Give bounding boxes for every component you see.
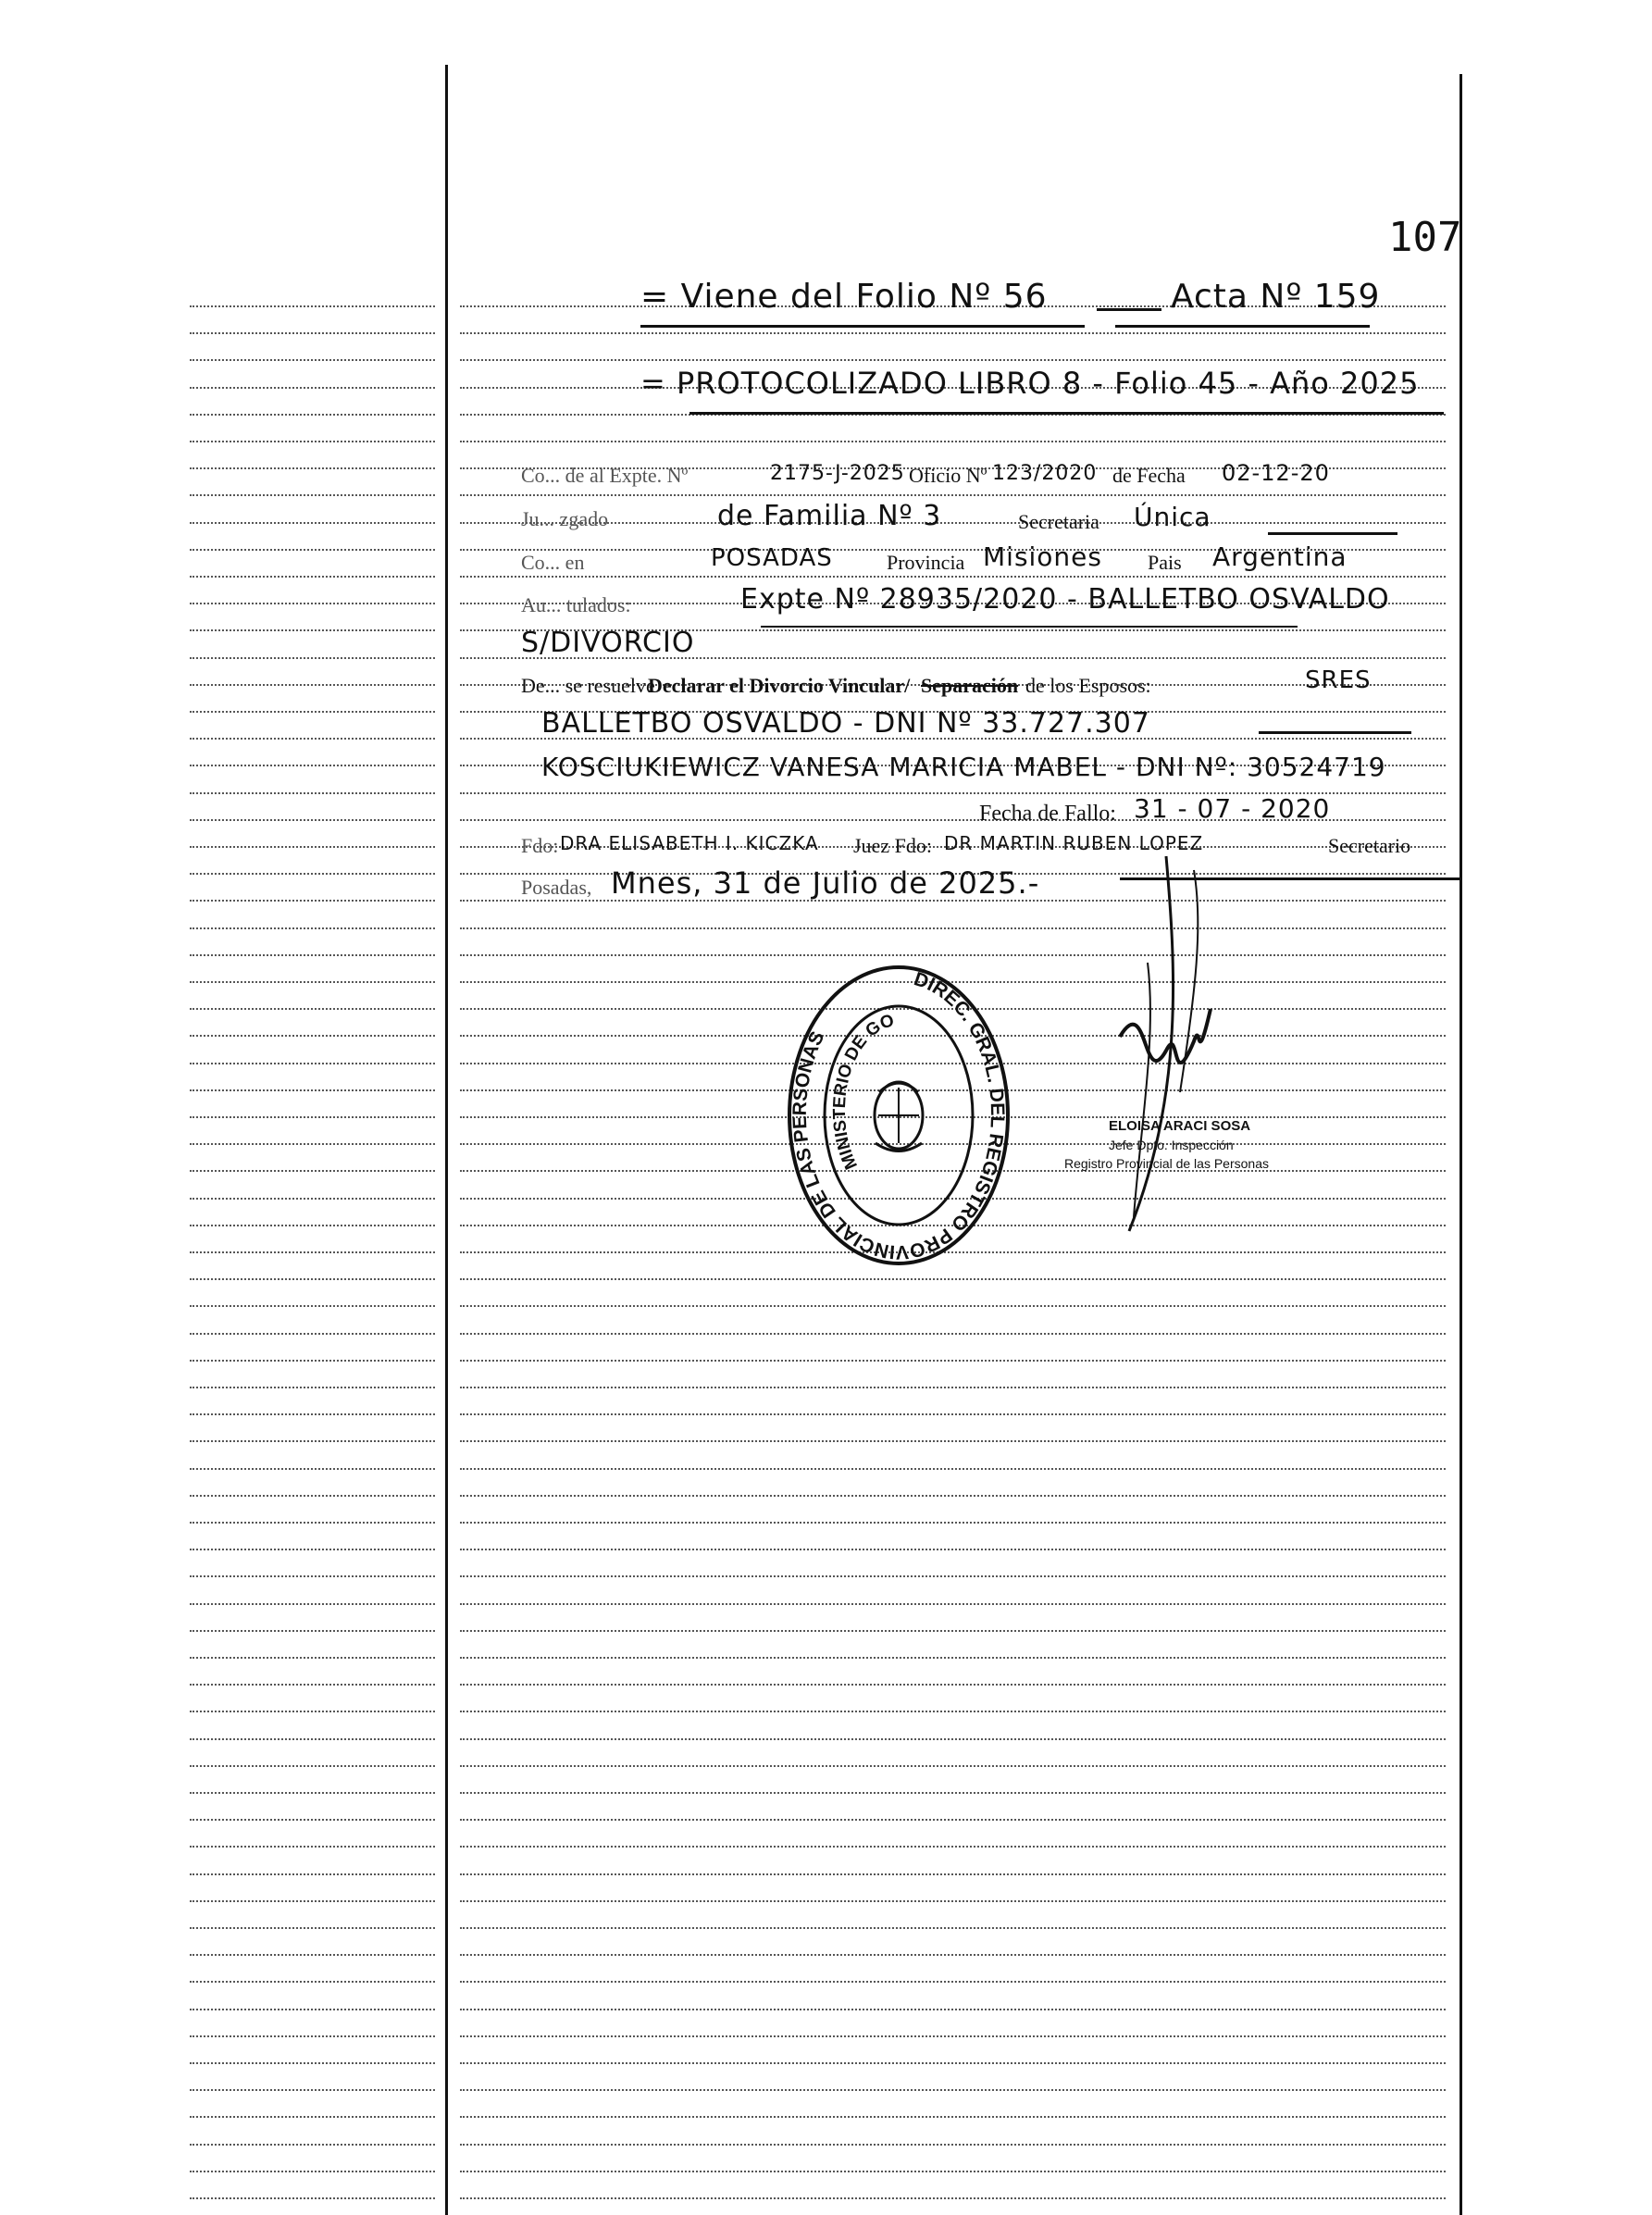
ruled-line <box>190 305 435 307</box>
ruled-line <box>190 1035 435 1037</box>
ruled-line <box>190 846 435 848</box>
ruled-line <box>190 927 435 929</box>
ruled-line <box>190 1387 435 1388</box>
ruled-line <box>190 1792 435 1794</box>
record-autos-value: Expte Nº 28935/2020 - BALLETBO OSVALDO <box>740 583 1390 616</box>
ruled-line <box>460 441 1446 442</box>
ruled-line <box>190 1305 435 1307</box>
record-autos-label: Au... tulados: <box>521 593 631 616</box>
right-margin-line <box>1459 74 1462 2215</box>
ruled-line <box>190 873 435 875</box>
ruled-line <box>190 684 435 686</box>
record-caratula-underline <box>761 626 1298 628</box>
ruled-line <box>460 1954 1446 1956</box>
ruled-line <box>190 332 435 334</box>
record-secretaria-value: Única <box>1134 502 1211 532</box>
ruled-line <box>460 2197 1446 2199</box>
ruled-line <box>190 738 435 740</box>
ruled-line <box>190 1333 435 1335</box>
ruled-line <box>190 2009 435 2010</box>
ruled-line <box>190 1468 435 1470</box>
ruled-line <box>190 1440 435 1442</box>
record-esposo-1: BALLETBO OSVALDO - DNI Nº 33.727.307 <box>541 707 1150 740</box>
ruled-line <box>460 1630 1446 1632</box>
header-underline-2 <box>1115 325 1370 328</box>
record-oficio-label: Oficio Nº <box>909 464 987 487</box>
ruled-line <box>190 1522 435 1524</box>
record-secretaria-label: Secretaria <box>1018 510 1099 533</box>
ruled-line <box>190 603 435 604</box>
left-margin-line <box>445 65 448 2215</box>
ruled-line <box>190 1846 435 1848</box>
ruled-line <box>190 1575 435 1577</box>
ruled-line <box>460 1927 1446 1929</box>
ruled-line <box>460 1360 1446 1362</box>
ruled-line <box>190 2062 435 2064</box>
ruled-line <box>460 1603 1446 1605</box>
ruled-line <box>460 2171 1446 2172</box>
record-secretario-name: DR MARTIN RUBEN LOPEZ <box>944 832 1204 854</box>
ruled-line <box>460 494 1446 496</box>
coat-of-arms-icon <box>875 1082 923 1151</box>
ruled-line <box>190 1603 435 1605</box>
ruled-line <box>460 1440 1446 1442</box>
ruled-line <box>460 1738 1446 1740</box>
record-expte-label: Co... de al Expte. Nº <box>521 464 689 487</box>
ruled-line <box>190 1873 435 1875</box>
ruled-line <box>190 1711 435 1712</box>
header-underline-3 <box>689 412 1444 415</box>
ruled-line <box>190 387 435 389</box>
ruled-line <box>190 765 435 766</box>
ruled-line <box>460 2116 1446 2118</box>
ruled-line <box>190 2144 435 2146</box>
ruled-line <box>460 1981 1446 1983</box>
ruled-line <box>190 2116 435 2118</box>
record-resuelve-esposos: de los Esposos: <box>1025 674 1151 697</box>
ruled-line <box>190 467 435 469</box>
official-seal-stamp <box>783 963 1014 1273</box>
record-lugar-fecha: Mnes, 31 de Julio de 2025.- <box>611 865 1040 901</box>
ruled-line <box>460 1575 1446 1577</box>
ruled-line <box>190 1630 435 1632</box>
ruled-line <box>460 1468 1446 1470</box>
signer-title: Jefe Dpto. Inspección <box>1109 1138 1234 1152</box>
ruled-line <box>190 657 435 659</box>
record-fecha-label: de Fecha <box>1112 464 1186 487</box>
record-fallo-label: Fecha de Fallo: <box>979 802 1116 826</box>
record-lugar-label: Posadas, <box>521 876 592 899</box>
ruled-line <box>460 2035 1446 2037</box>
ruled-line <box>460 1333 1446 1335</box>
ruled-line <box>190 1198 435 1200</box>
ruled-line <box>190 981 435 983</box>
record-esposo-2: KOSCIUKIEWICZ VANESA MARICIA MABEL - DNI Nº: 30524719 <box>541 752 1386 782</box>
folio-number: 107 <box>1388 214 1462 261</box>
record-secretaria-underline <box>1268 532 1397 535</box>
ruled-line <box>190 359 435 361</box>
ruled-line <box>460 332 1446 334</box>
ruled-line <box>460 1522 1446 1524</box>
ruled-line <box>460 1278 1446 1280</box>
record-resuelve-separacion: Separación <box>921 674 1019 697</box>
ruled-line <box>190 629 435 631</box>
ruled-line <box>460 1657 1446 1659</box>
ruled-line <box>460 954 1446 956</box>
ruled-line <box>190 1684 435 1686</box>
ruled-line <box>190 1495 435 1497</box>
header-viene-del-folio: = Viene del Folio Nº 56 <box>640 278 1048 316</box>
ruled-line <box>190 1954 435 1956</box>
ruled-line <box>460 2089 1446 2091</box>
ruled-line <box>190 1981 435 1983</box>
header-underline-1 <box>640 325 1085 328</box>
ruled-line <box>460 576 1446 578</box>
record-pais-label: Pais <box>1148 551 1182 574</box>
ruled-line <box>190 1278 435 1280</box>
record-resuelve-declarar: Declarar el Divorcio Vincular/ <box>648 674 911 697</box>
stamp-inner-text: MINISTERIO DE GO <box>829 1011 897 1173</box>
ruled-line <box>190 954 435 956</box>
ruled-line <box>190 1413 435 1415</box>
ruled-line <box>460 1684 1446 1686</box>
ruled-line <box>460 2062 1446 2064</box>
ruled-line <box>460 1495 1446 1497</box>
ruled-line <box>460 1549 1446 1550</box>
ruled-line <box>190 1819 435 1821</box>
ruled-line <box>190 1143 435 1145</box>
record-juzgado-label: Ju... zgado <box>521 507 609 530</box>
record-esposo-1-underline <box>1259 731 1411 734</box>
record-ciudad-label: Co... en <box>521 551 585 574</box>
ruled-line <box>190 1116 435 1118</box>
ruled-line <box>190 1360 435 1362</box>
ruled-line <box>190 1225 435 1226</box>
ruled-line <box>190 441 435 442</box>
signer-name: ELOISA ARACI SOSA <box>1109 1118 1251 1134</box>
ruled-line <box>190 1657 435 1659</box>
ruled-line <box>190 1765 435 1767</box>
record-expte-number: 2175-J-2025 <box>770 462 905 485</box>
header-protocolizado: = PROTOCOLIZADO LIBRO 8 - Folio 45 - Año 2025 <box>640 366 1420 401</box>
record-secretario-label: Secretario <box>1328 834 1411 857</box>
ruled-line <box>460 1413 1446 1415</box>
record-ciudad-value: POSADAS <box>711 544 833 572</box>
record-resuelve-sres: SRES <box>1305 666 1372 694</box>
ruled-line <box>190 1170 435 1172</box>
ruled-line <box>460 1765 1446 1767</box>
ruled-line <box>190 2171 435 2172</box>
record-provincia-label: Provincia <box>887 551 965 574</box>
record-fecha-value: 02-12-20 <box>1222 460 1330 486</box>
record-firma-label: Fdo: <box>521 834 559 857</box>
header-dash <box>1097 308 1161 311</box>
record-juez-name: DRA ELISABETH I. KICZKA <box>560 832 819 854</box>
ruled-line <box>190 549 435 551</box>
ruled-line <box>190 1738 435 1740</box>
header-acta-number: Acta Nº 159 <box>1171 278 1381 316</box>
ruled-line <box>190 1549 435 1550</box>
record-resuelve-label: De... se resuelve <box>521 674 655 697</box>
ruled-line <box>460 359 1446 361</box>
ruled-line <box>190 1251 435 1253</box>
ruled-line <box>190 576 435 578</box>
ruled-line <box>190 414 435 416</box>
ruled-line <box>190 1089 435 1091</box>
record-oficio-number: 123/2020 <box>992 462 1098 485</box>
record-juez-label: Juez Fdo: <box>853 834 932 857</box>
ruled-line <box>190 494 435 496</box>
ruled-line <box>460 1387 1446 1388</box>
ruled-line <box>460 927 1446 929</box>
ruled-line <box>190 2089 435 2091</box>
record-provincia-value: Misiones <box>983 541 1102 572</box>
ruled-line <box>460 1846 1446 1848</box>
ruled-line <box>190 819 435 821</box>
ruled-line <box>460 1873 1446 1875</box>
ruled-line <box>190 1008 435 1010</box>
ruled-line <box>460 1900 1446 1902</box>
ruled-line <box>190 522 435 524</box>
ruled-line <box>460 1305 1446 1307</box>
signer-organization: Registro Provincial de las Personas <box>1064 1156 1269 1171</box>
ruled-line <box>460 2009 1446 2010</box>
ruled-line <box>460 1711 1446 1712</box>
ruled-line <box>190 2035 435 2037</box>
ruled-line <box>460 1792 1446 1794</box>
ruled-line <box>190 711 435 713</box>
record-fallo-value: 31 - 07 - 2020 <box>1134 793 1331 824</box>
record-autos-caratula: S/DIVORCIO <box>521 627 695 659</box>
ruled-line <box>190 2197 435 2199</box>
ruled-line <box>190 1900 435 1902</box>
record-juzgado-value: de Familia Nº 3 <box>717 500 942 532</box>
ruled-line <box>460 1819 1446 1821</box>
ruled-line <box>190 1927 435 1929</box>
ruled-line <box>460 2144 1446 2146</box>
record-pais-value: Argentina <box>1212 541 1348 572</box>
ruled-line <box>190 900 435 902</box>
stamp-outer-text: DIREC. GRAL. DEL REGISTRO PROVINCIAL DE LAS PERSONAS <box>789 968 1009 1263</box>
ruled-line <box>190 1063 435 1064</box>
handwritten-signature <box>1092 852 1231 1245</box>
ruled-line <box>190 792 435 794</box>
